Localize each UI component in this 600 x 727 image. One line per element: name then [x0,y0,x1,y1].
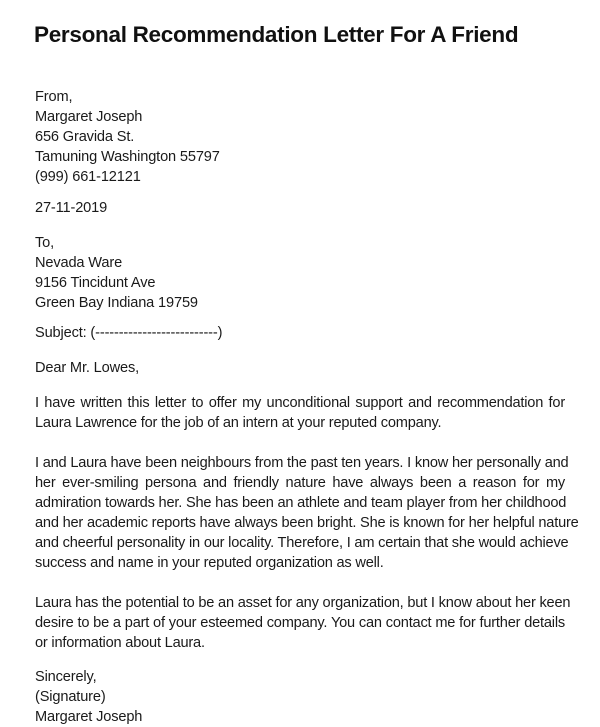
recipient-city: Green Bay Indiana 19759 [35,295,198,311]
paragraph-line: her ever-smiling persona and friendly nature have always been a reason for my [35,475,565,491]
sender-phone: (999) 661-12121 [35,169,141,185]
recipient-name: Nevada Ware [35,255,123,271]
sender-city: Tamuning Washington 55797 [35,149,220,165]
signature-placeholder: (Signature) [35,689,106,705]
paragraph-line: Laura has the potential to be an asset for any organization, but I know about her keen [35,595,571,611]
body-paragraph-1 [35,393,565,433]
sender-label: From, [35,89,73,105]
paragraph-line: or information about Laura. [35,635,205,651]
paragraph-line: success and name in your reputed organization as well. [35,555,384,571]
recipient-street: 9156 Tincidunt Ave [35,275,156,291]
body-paragraph-3 [35,593,571,653]
paragraph-line: and her academic reports have always been bright. She is known for her helpful nature [35,515,579,531]
letter-title: Personal Recommendation Letter For A Friend [34,22,519,47]
body-paragraph-2 [35,453,579,573]
closing-name: Margaret Joseph [35,709,143,725]
paragraph-line: and cheerful personality in our locality. Therefore, I am certain that she would achieve [35,535,569,551]
valediction: Sincerely, [35,669,97,685]
letter-date: 27-11-2019 [35,200,108,216]
salutation: Dear Mr. Lowes, [35,360,139,376]
sender-name: Margaret Joseph [35,109,143,125]
recipient-label: To, [35,235,55,251]
paragraph-line: Laura Lawrence for the job of an intern at your reputed company. [35,415,442,431]
paragraph-line: I have written this letter to offer my unconditional support and recommendation for [35,395,565,411]
subject-line: Subject: (--------------------------) [35,325,223,341]
paragraph-line: admiration towards her. She has been an athlete and team player from her childhood [35,495,567,511]
paragraph-line: I and Laura have been neighbours from the past ten years. I know her personally and [35,455,569,471]
paragraph-line: desire to be a part of your esteemed company. You can contact me for further details [35,615,565,631]
sender-street: 656 Gravida St. [35,129,135,145]
